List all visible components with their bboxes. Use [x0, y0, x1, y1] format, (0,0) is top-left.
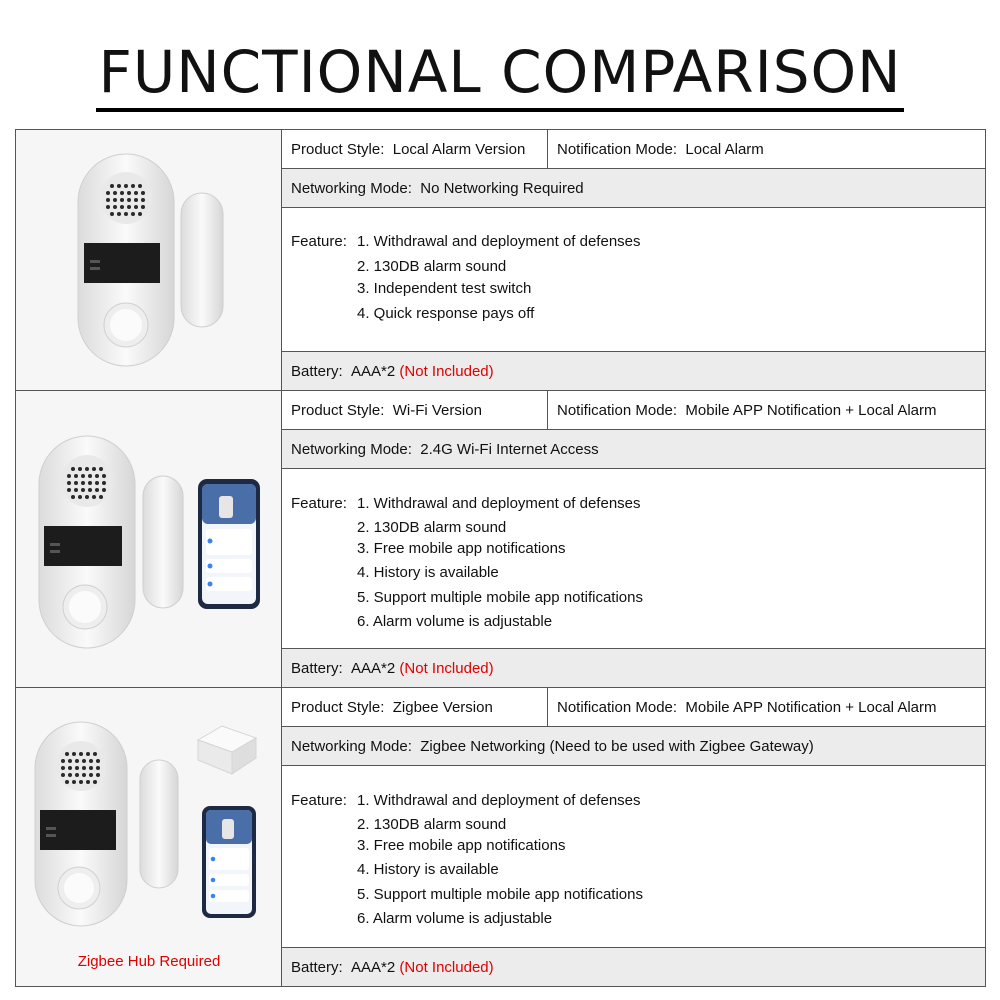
feature-item: 6. Alarm volume is adjustable — [357, 613, 553, 630]
product-image-local — [16, 130, 282, 390]
product-image-zigbee — [16, 688, 282, 986]
row-style-notification: Product Style: Wi-Fi Version Notification Mode: Mobile APP Notification + Local Alarm — [282, 391, 985, 430]
row-networking: Networking Mode: No Networking Required — [282, 169, 985, 208]
row-battery: Battery: AAA*2 (Not Included) — [282, 649, 985, 687]
feature-item: 3. Independent test switch — [357, 280, 532, 297]
product-style-value: Local Alarm Version — [392, 140, 526, 158]
product-image-wifi — [16, 391, 282, 687]
row-features: Feature: 1. Withdrawal and deployment of defenses 2. 130DB alarm sound 3. Free mobile app notifications 4. History is available 5. Support multiple mobile app notifications 6. Alarm volume is adjustable — [282, 766, 985, 948]
networking-mode-value: Zigbee Networking (Need to be used with Zigbee Gateway) — [420, 737, 814, 755]
networking-mode-value: 2.4G Wi-Fi Internet Access — [420, 440, 599, 458]
row-features: Feature: 1. Withdrawal and deployment of defenses 2. 130DB alarm sound 3. Independent test switch 4. Quick response pays off — [282, 208, 985, 352]
section-wifi — [16, 391, 985, 688]
product-style-value: Zigbee Version — [392, 698, 493, 716]
feature-item: 1. Withdrawal and deployment of defenses — [357, 495, 641, 512]
feature-item: 2. 130DB alarm sound — [357, 816, 507, 833]
product-style-value: Wi-Fi Version — [392, 401, 482, 419]
notification-mode-value: Mobile APP Notification + Local Alarm — [685, 401, 937, 419]
feature-item: 1. Withdrawal and deployment of defenses — [357, 792, 641, 809]
zigbee-door-alarm-illustration — [16, 688, 282, 986]
battery-note: (Not Included) — [399, 659, 494, 677]
notification-mode-cell: Notification Mode: Local Alarm — [557, 140, 764, 158]
feature-item: 1. Withdrawal and deployment of defenses — [357, 233, 641, 250]
feature-item: 3. Free mobile app notifications — [357, 837, 566, 854]
feature-item: 4. Quick response pays off — [357, 305, 535, 322]
feature-item: 4. History is available — [357, 564, 499, 581]
comparison-table — [15, 129, 986, 987]
feature-item: 5. Support multiple mobile app notifications — [357, 589, 643, 606]
product-style-cell: Product Style: Local Alarm Version — [282, 130, 548, 168]
feature-item: 4. History is available — [357, 861, 499, 878]
zigbee-hub-note: Zigbee Hub Required — [77, 953, 221, 970]
row-style-notification — [282, 130, 985, 169]
battery-note: (Not Included) — [399, 958, 494, 976]
battery-value: AAA*2 — [351, 659, 396, 677]
battery-value: AAA*2 — [351, 958, 396, 976]
row-style-notification: Product Style: Zigbee Version Notification Mode: Mobile APP Notification + Local Alarm — [282, 688, 985, 727]
row-battery: Battery: AAA*2 (Not Included) — [282, 948, 985, 986]
row-battery: Battery: AAA*2 (Not Included) — [282, 352, 985, 390]
row-networking: Networking Mode: Zigbee Networking (Need to be used with Zigbee Gateway) — [282, 727, 985, 766]
feature-item: 6. Alarm volume is adjustable — [357, 910, 553, 927]
feature-item: 5. Support multiple mobile app notifications — [357, 886, 643, 903]
feature-item: 2. 130DB alarm sound — [357, 519, 507, 536]
wifi-door-alarm-illustration — [16, 391, 282, 687]
row-networking: Networking Mode: 2.4G Wi-Fi Internet Access — [282, 430, 985, 469]
notification-mode-value: Local Alarm — [685, 140, 764, 158]
battery-value: AAA*2 — [351, 362, 396, 380]
feature-item: 3. Free mobile app notifications — [357, 540, 566, 557]
row-features: Feature: 1. Withdrawal and deployment of defenses 2. 130DB alarm sound 3. Free mobile app notifications 4. History is available 5. Support multiple mobile app notifications 6. Alarm volume is adjustable — [282, 469, 985, 649]
feature-item: 2. 130DB alarm sound — [357, 258, 507, 275]
notification-mode-value: Mobile APP Notification + Local Alarm — [685, 698, 937, 716]
page-title: FUNCTIONAL COMPARISON — [0, 38, 1000, 106]
door-alarm-illustration — [16, 130, 282, 390]
battery-note: (Not Included) — [399, 362, 494, 380]
networking-mode-value: No Networking Required — [420, 179, 584, 197]
section-zigbee — [16, 688, 985, 986]
section-local-alarm — [16, 130, 985, 391]
